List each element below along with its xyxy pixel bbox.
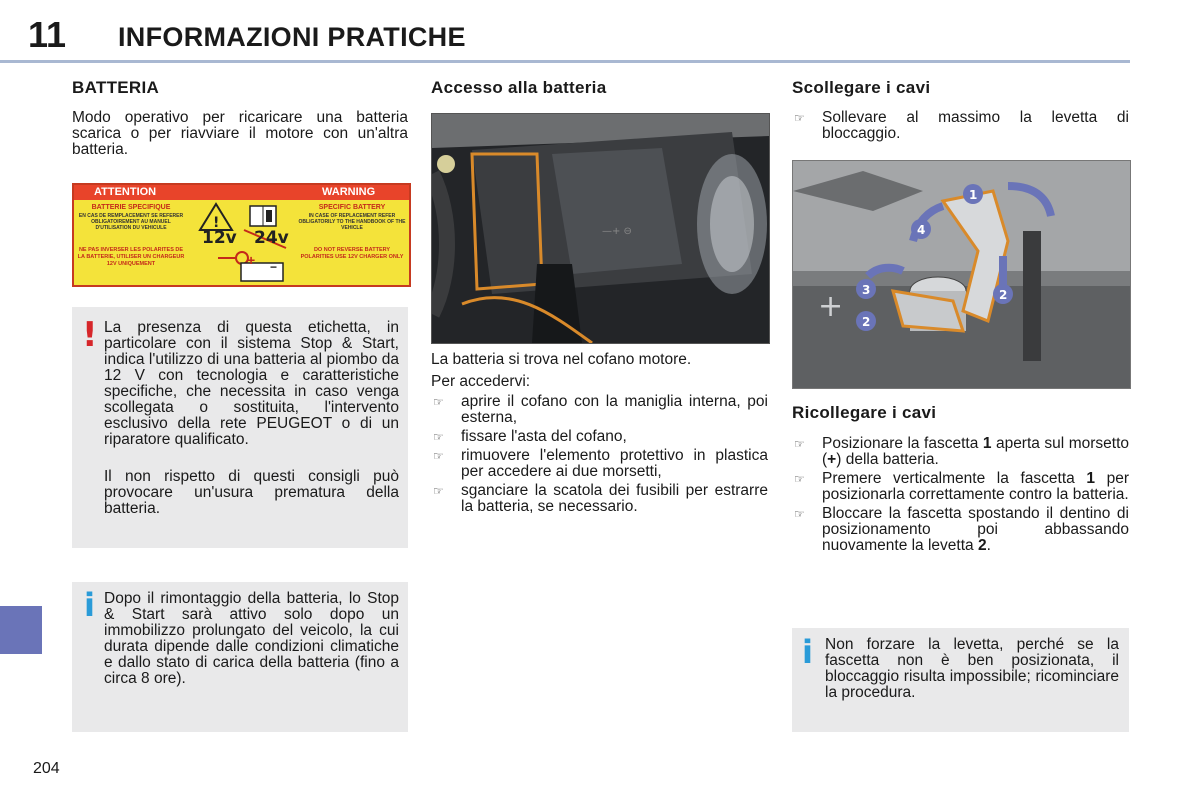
info-icon: i [84,586,95,624]
scollegare-heading: Scollegare i cavi [792,78,931,97]
access-step: ☞ aprire il cofano con la maniglia interna, poi esterna, [433,393,768,426]
svg-text:3: 3 [862,283,871,297]
pointing-hand-icon: ☞ [433,430,444,444]
pointing-hand-icon: ☞ [433,484,444,498]
svg-text:!: ! [213,215,220,231]
page-number: 204 [33,760,60,777]
chapter-title: INFORMAZIONI PRATICHE [118,22,466,52]
access-intro-text: Per accedervi: [431,373,531,390]
info-icon: i [802,633,813,671]
info-box-stop-start [72,582,408,732]
info-box-clamp [792,628,1129,732]
label-24v: 24v [254,228,289,248]
warning-box [72,307,408,548]
label-attention: ATTENTION [94,186,157,198]
access-step: ☞ sganciare la scatola dei fusibili per estrarre la batteria, se necessario. [433,482,768,515]
header-rule [0,60,1130,63]
label-body [74,200,409,285]
svg-text:2: 2 [999,288,1008,302]
svg-text:1: 1 [969,188,978,202]
label-en-replace: IN CASE OF REPLACEMENT REFER OBLIGATORILY TO THE HANDBOOK OF THE VEHICLE [298,213,406,231]
chapter-side-tab [0,606,42,654]
battery-warning-label [72,183,411,287]
reconnect-steps-list [792,436,1129,557]
engine-bay-photo [431,113,770,344]
reconnect-step: ☞ Posizionare la fascetta 1 aperta sul morsetto (+) della batteria. [794,435,1129,468]
info-stop-start-text: Dopo il rimontaggio della batteria, lo Stop & Start sarà attivo solo dopo un immobilizzo prolungato del veicolo, la cui durata dipende dalle condizioni climatiche e dallo stato di carica della batteria (fino a circa 8 ore). [104,590,399,687]
warning-paragraph-1: La presenza di questa etichetta, in particolare con il sistema Stop & Start, indica l'utilizzo di una batteria al piombo da 12 V con tecnologia e caratteristiche specifiche, che necessita in caso venga scollegata o sostituita, l'intervento esclusivo della rete PEUGEOT o di un riparatore qualificato. [104,319,399,448]
svg-text:4: 4 [917,223,926,237]
label-en-specific: SPECIFIC BATTERY [318,204,386,211]
pointing-hand-icon: ☞ [433,449,444,463]
pointing-hand-icon: ☞ [794,437,805,451]
pointing-hand-icon: ☞ [794,507,805,521]
disconnect-step: ☞ Sollevare al massimo la levetta di bloccaggio. [794,109,1129,142]
terminal-clamp-diagram [792,160,1131,389]
pointing-hand-icon: ☞ [794,111,805,125]
ricollegare-heading: Ricollegare i cavi [792,403,937,422]
access-step: ☞ rimuovere l'elemento protettivo in plastica per accedere ai due morsetti, [433,447,768,480]
access-steps-list [431,394,768,518]
pointing-hand-icon: ☞ [794,472,805,486]
pointing-hand-icon: ☞ [433,395,444,409]
batteria-intro: Modo operativo per ricaricare una batteria scarica o per riavviare il motore con un'altra batteria. [72,109,408,158]
label-fr-replace: EN CAS DE REMPLACEMENT SE REFERER OBLIGATOIREMENT AU MANUEL D'UTILISATION DU VEHICULE [78,213,184,231]
warning-paragraph-2: Il non rispetto di questi consigli può provocare un'usura prematura della batteria. [104,468,399,517]
svg-text:2: 2 [862,315,871,329]
reconnect-step: ☞ Bloccare la fascetta spostando il dentino di posizionamento poi abbassando nuovamente la levetta 2. [794,505,1129,554]
battery-location-text: La batteria si trova nel cofano motore. [431,351,692,368]
label-fr-polarity: NE PAS INVERSER LES POLARITES DE LA BATTERIE, UTILISER UN CHARGEUR 12V UNIQUEMENT [77,247,185,267]
chapter-number: 11 [28,14,67,55]
reconnect-step: ☞ Premere verticalmente la fascetta 1 per posizionarla correttamente contro la batteria. [794,470,1129,503]
accesso-heading: Accesso alla batteria [431,78,607,97]
terminal-clamp-illustration [793,161,1130,388]
label-fr-specific: BATTERIE SPECIFIQUE [91,204,171,211]
engine-bay-illustration [432,114,769,343]
svg-text:—+ ⊖: —+ ⊖ [602,226,632,237]
label-12v: 12v [202,228,237,248]
label-warning: WARNING [322,186,376,198]
warning-icon: ! [82,315,98,355]
positive-terminal-sign: + [818,289,844,324]
label-en-polarity: DO NOT REVERSE BATTERY POLARITIES USE 12V CHARGER ONLY [300,247,404,260]
info-clamp-text: Non forzare la levetta, perché se la fascetta non è ben posizionata, il bloccaggio risulta impossibile; ricominciare la procedura. [825,636,1119,701]
access-step: ☞ fissare l'asta del cofano, [433,428,627,445]
label-minus: − [270,260,278,274]
disconnect-steps-list [792,110,1129,145]
label-plus: + [247,252,256,268]
batteria-heading: BATTERIA [72,78,160,97]
